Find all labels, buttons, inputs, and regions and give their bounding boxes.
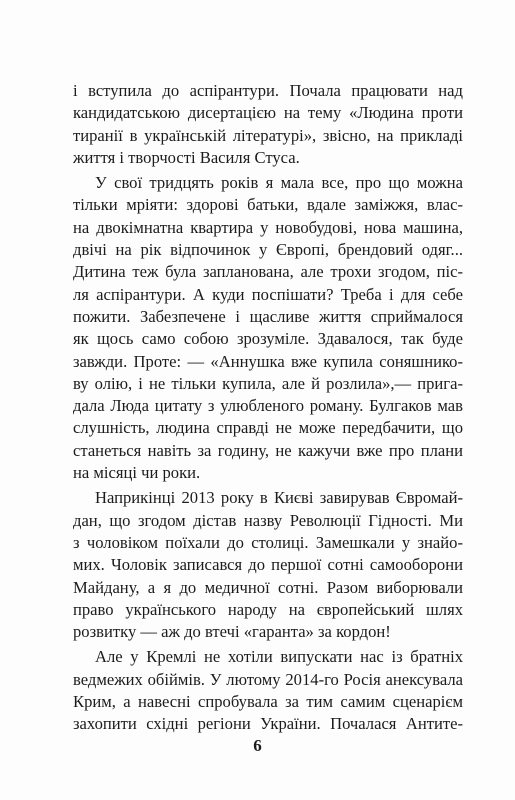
text-line: ля аспірантури. А куди поспішати? Треба і для себе [73,284,463,304]
page-number: 6 [253,736,262,755]
text-line: Дитина теж була запланована, але трохи згодом, піс- [73,262,463,282]
text-line: Наприкінці 2013 року в Києві завирував Євромай- [95,488,463,508]
paragraph-1 [73,80,463,169]
paragraph-4 [73,646,463,735]
text-line: пожити. Забезпечене і щасливе життя сприймалося [73,306,463,326]
text-line: право українського народу на європейський шлях [73,599,463,619]
text-line: мих. Чоловік записався до першої сотні самооборони [73,555,463,575]
text-line: захопити східні регіони України. Почалася Антите- [73,714,463,734]
text-line: на двокімнатна квартира у новобудові, нова машина, [73,217,463,237]
text-line: ву олію, і не тільки купила, але й розлила»,— прига- [73,373,463,393]
text-line: У свої тридцять років я мала все, про що можна [95,173,463,193]
text-line: тільки мріяти: здорові батьки, вдале заміжжя, влас- [73,195,463,215]
text-line: розвитку — аж до втечі «гаранта» за кордон! [73,622,391,642]
text-line: кандидатською дисертацією на тему «Людина проти [73,103,463,123]
text-line: ведмежих обіймів. У лютому 2014-го Росія анексувала [73,669,463,689]
text-line: дан, що згодом дістав назву Революції Гідності. Ми [73,510,463,530]
paragraph-3 [73,487,463,643]
text-line: на місяці чи роки. [73,463,201,483]
text-line: двічі на рік відпочинок у Європі, брендовий одяг... [73,240,463,260]
text-line: тиранії в українській літературі», звісно, на прикладі [73,125,463,145]
text-line: станеться навіть за годину, не кажучи вже про плани [73,440,463,460]
text-line: слушність, людина справді не може передбачити, що [73,418,463,438]
text-line: життя і творчості Василя Стуса. [73,147,300,167]
text-line: Але у Кремлі не хотіли випускати нас із братніх [95,647,463,667]
body-text [73,80,463,739]
text-line: дала Люда цитату з улюбленого роману. Булгаков мав [73,396,463,416]
text-line: і вступила до аспірантури. Почала працювати над [73,81,463,100]
text-line: з чоловіком поїхали до столиці. Замешкали у знайо- [73,532,463,552]
text-line: Крим, а навесні спробувала за тим самим сценарієм [73,692,463,712]
text-line: Майдану, а я до медичної сотні. Разом виборювали [73,577,463,597]
paragraph-2 [73,172,463,484]
text-line: завжди. Проте: — «Аннушка вже купила соняшнико- [73,351,463,371]
text-line: як щось само собою зрозуміле. Здавалося, так буде [73,329,463,349]
